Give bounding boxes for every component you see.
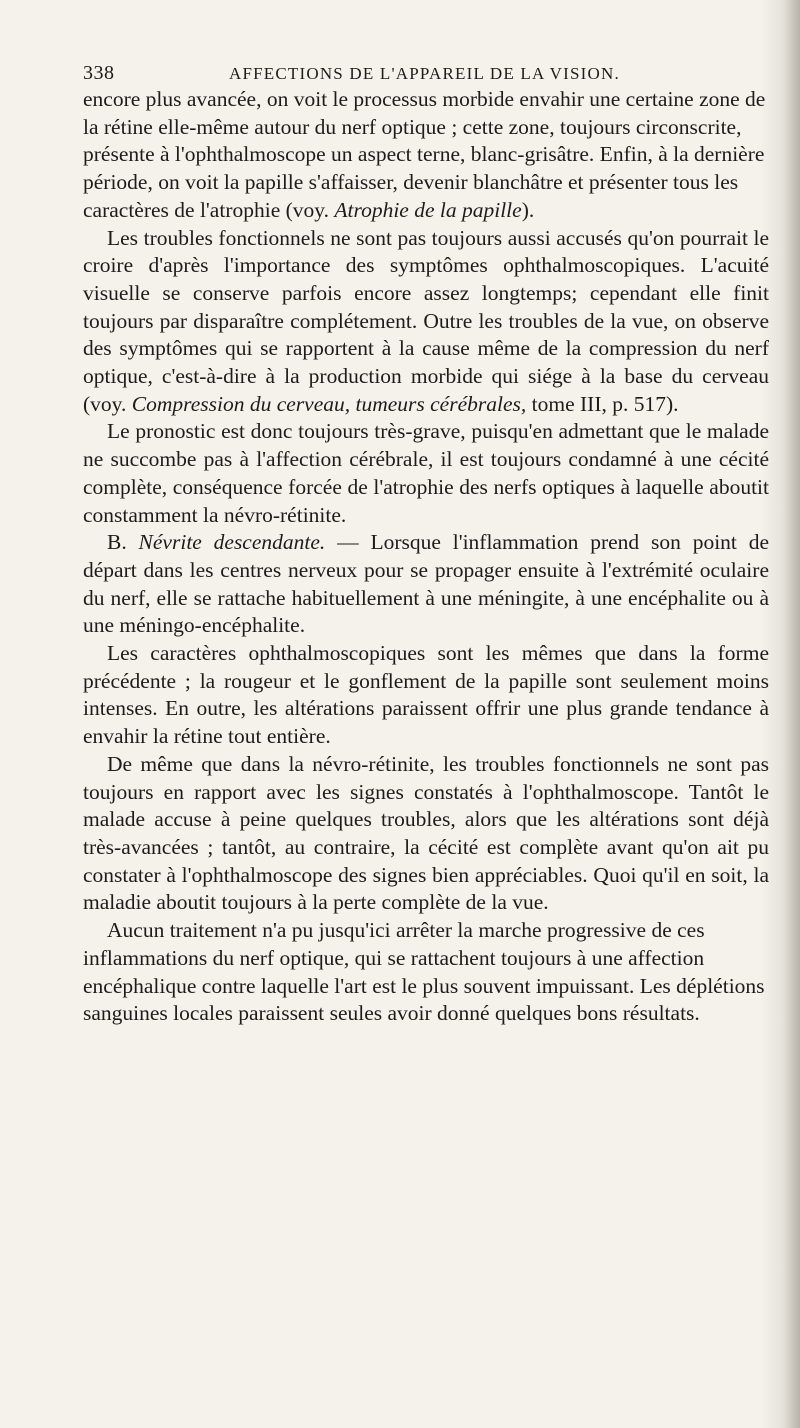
paragraph-1-tail: ). xyxy=(521,197,535,222)
paragraph-6 xyxy=(83,751,769,917)
paragraph-3-text: Le pronostic est donc toujours très-grave, puisqu'en admettant que le malade ne succombe pas à l'affection cérébrale, il est toujours condamné à une cécité complète, conséquence forcée de l'atrophie des nerfs optiques à laquelle aboutit constamment la névro-rétinite. xyxy=(83,419,769,527)
paragraph-4 xyxy=(83,529,769,640)
paragraph-4-text: — Lorsque l'inflammation prend son point de départ dans les centres nerveux pour se propager ensuite à l'extrémité oculaire du nerf, elle se rattache habituellement à une méningite, à une encéphalite ou à une méningo-encéphalite. xyxy=(83,530,770,638)
page-number: 338 xyxy=(83,62,115,84)
paragraph-5-text: Les caractères ophthalmoscopiques sont les mêmes que dans la forme précédente ; la rougeur et le gonflement de la papille sont seulement moins intenses. En outre, les altérations paraissent offrir une plus grande tendance à envahir la rétine tout entière. xyxy=(83,641,769,749)
paragraph-7 xyxy=(83,917,769,1028)
page-edge-shadow xyxy=(784,0,800,1428)
paragraph-2-tail: tome III, p. 517). xyxy=(526,391,679,416)
paragraph-1 xyxy=(83,86,769,225)
section-title-nevrite-descendante: Névrite descendante. xyxy=(138,530,326,555)
paragraph-1-text: encore plus avancée, on voit le processus morbide envahir une certaine zone de la rétine elle-même autour du nerf optique ; cette zone, toujours circonscrite, présente à l'ophthalmoscope un aspect terne, blanc-grisâtre. Enfin, à la dernière période, on voit la papille s'affaisser, devenir blanchâtre et présenter tous les caractères de l'atrophie (voy. xyxy=(83,87,766,222)
paragraph-7-text: Aucun traitement n'a pu jusqu'ici arrêter la marche progressive de ces inflammations du nerf optique, qui se rattachent toujours à une affection encéphalique contre laquelle l'art est le plus souvent impuissant. Les déplétions sanguines locales paraissent seules avoir donné quelques bons résultats. xyxy=(83,918,765,1026)
page-body xyxy=(83,86,769,1028)
cross-reference-compression: Compression du cerveau, tumeurs cérébrales, xyxy=(131,391,527,416)
paragraph-6-text: De même que dans la névro-rétinite, les troubles fonctionnels ne sont pas toujours en rapport avec les signes constatés à l'ophthalmoscope. Tantôt le malade accuse à peine quelques troubles, alors que les altérations sont déjà très-avancées ; tantôt, au contraire, la cécité est complète avant qu'on ait pu constater à l'ophthalmoscope des signes bien appréciables. Quoi qu'il en soit, la maladie aboutit toujours à la perte complète de la vue. xyxy=(83,751,769,915)
paragraph-2 xyxy=(83,225,769,419)
paragraph-2-text: Les troubles fonctionnels ne sont pas toujours aussi accusés qu'on pourrait le croire d'après l'importance des symptômes ophthalmoscopiques. L'acuité visuelle se conserve parfois encore assez longtemps; cependant elle finit toujours par disparaître complétement. Outre les troubles de la vue, on observe des symptômes qui se rapportent à la cause même de la compression du nerf optique, c'est-à-dire à la production morbide qui siége à la base du cerveau (voy. xyxy=(83,225,769,416)
running-head: AFFECTIONS DE L'APPAREIL DE LA VISION. xyxy=(229,64,620,83)
cross-reference-atrophie: Atrophie de la papille xyxy=(334,197,522,222)
paragraph-3 xyxy=(83,418,769,529)
section-label: B. xyxy=(107,530,139,555)
paragraph-5 xyxy=(83,640,769,751)
